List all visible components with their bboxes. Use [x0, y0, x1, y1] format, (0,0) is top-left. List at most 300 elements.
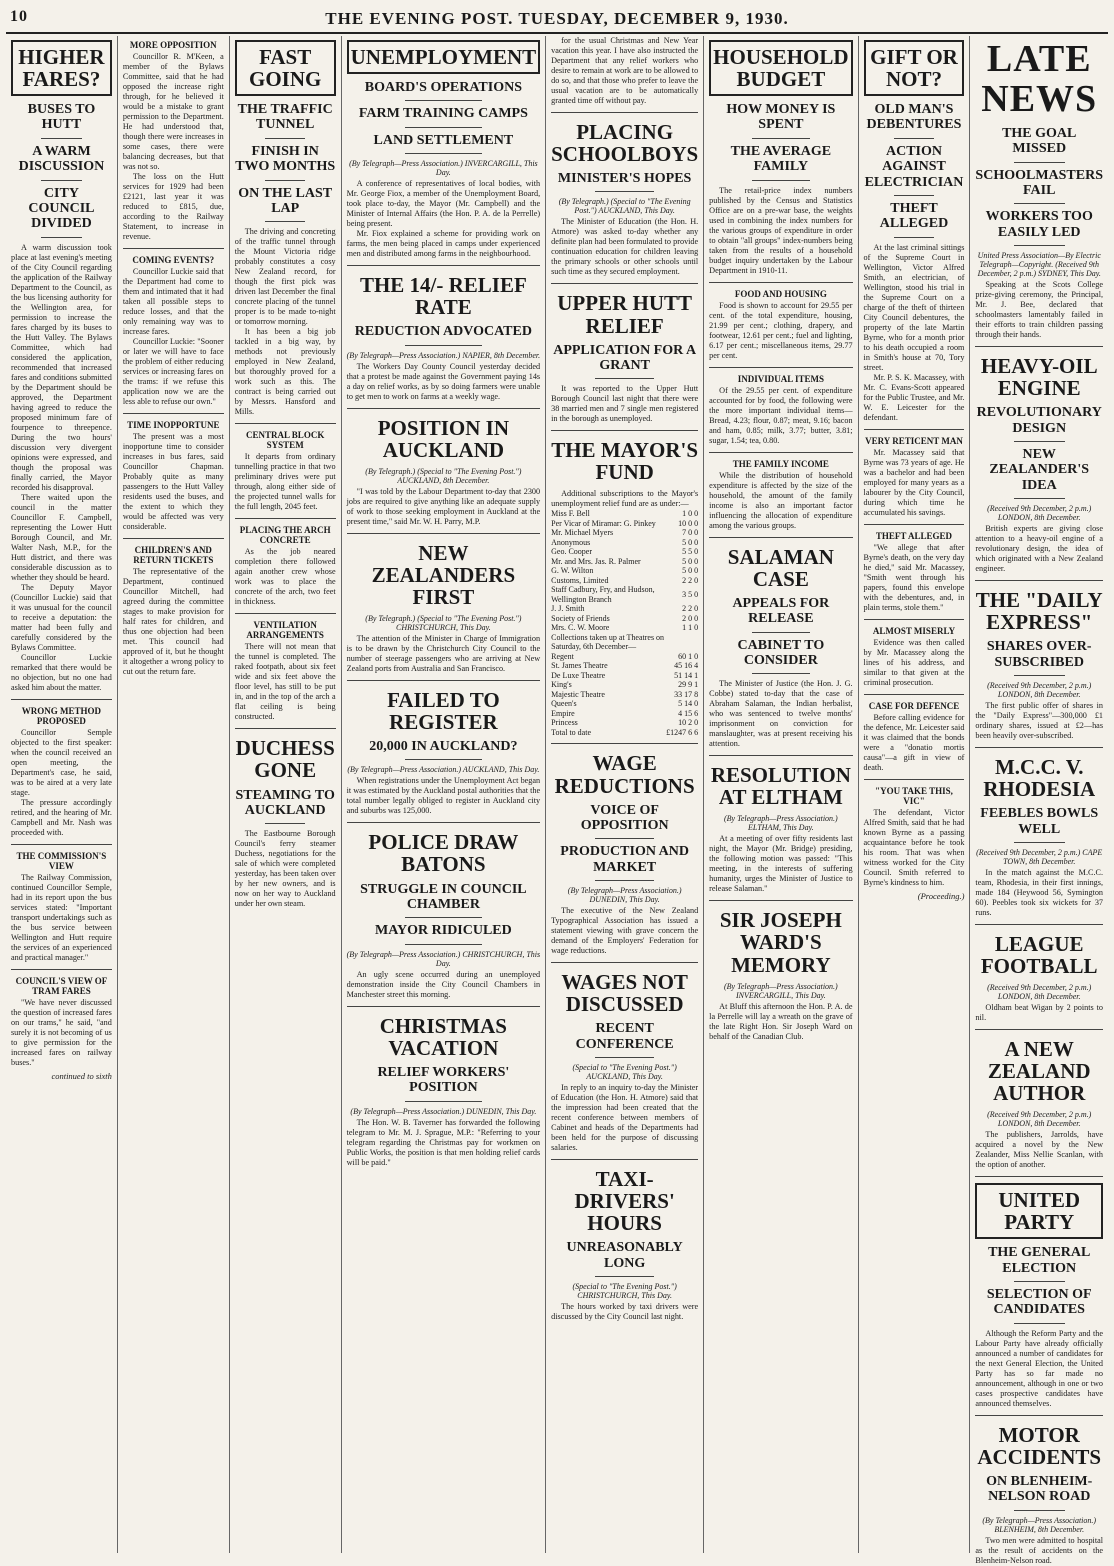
divider-rule: [752, 138, 809, 139]
article: [709, 282, 852, 361]
paragraph: The Minister of Justice (the Hon. J. G. Cobbe) stated to-day that the case of Abraham Salaman, the Indian herbalist, who was sentenced to twelve months' imprisonment on conviction for manslaughter, was at present receiving his attention.: [709, 679, 853, 749]
divider-rule: [405, 1101, 482, 1102]
subheading: RELIEF WORKERS' POSITION: [377, 1064, 510, 1096]
subscription-amount: 5 0 0: [682, 566, 699, 576]
article: [975, 1415, 1103, 1566]
total-label: Total to date: [551, 727, 591, 737]
paragraph: Councillor Luckie said that the Department had come to them and intimated that it had taken all possible steps to reduce losses, and that the only remaining way was to increase fares.: [122, 267, 224, 336]
subheading: SELECTION OF CANDIDATES: [986, 1287, 1092, 1318]
subheading: SHARES OVER-SUBSCRIBED: [986, 639, 1092, 670]
article-body: [123, 52, 224, 242]
article: [551, 1159, 698, 1322]
article-body: [11, 873, 112, 963]
subscriber-name: St. James Theatre: [551, 661, 608, 671]
divider-rule: [752, 632, 809, 633]
subscription-row: [551, 661, 698, 671]
paragraph: The Deputy Mayor (Councillor Luckie) said that it was unusual for the council to receive a deputation: the matter had been fully and carefully considered by the Bylaws Committee.: [11, 582, 112, 652]
headline: WAGES NOT DISCUSSED: [561, 970, 688, 1017]
headline: POLICE DRAW BATONS: [368, 830, 519, 877]
subheading: MORE OPPOSITION: [129, 40, 217, 50]
article-body: [123, 567, 224, 677]
divider-rule: [405, 759, 482, 760]
subscriber-name: Staff Cadbury, Fry, and Hudson, Wellington Branch: [551, 585, 655, 604]
headline: A NEW ZEALAND AUTHOR: [987, 1037, 1091, 1106]
column-5: [546, 36, 704, 1553]
subheading: MINISTER'S HOPES: [557, 171, 692, 187]
divider-rule: [405, 100, 482, 101]
byline: (By Telegraph—Press Association.) BLENHEIM, 8th December.: [982, 1515, 1097, 1534]
subscriber-name: Geo. Cooper: [551, 547, 593, 557]
subheading: ALMOST MISERLY: [872, 625, 956, 636]
subscription-row: [551, 566, 698, 576]
article: [864, 694, 965, 773]
article-body: [551, 384, 698, 424]
article: [709, 452, 852, 531]
column-3: [230, 36, 342, 1553]
headline: PLACING SCHOOLBOYS: [551, 120, 699, 167]
divider-rule: [752, 180, 809, 181]
paragraph: Oldham beat Wigan by 2 points to nil.: [975, 1003, 1104, 1023]
paragraph: The Eastbourne Borough Council's ferry steamer Duchess, negotiations for the sale of which were completed yesterday, has been taken over by her new owners, and is now on her way to Auckland under her own steam.: [234, 829, 336, 909]
subscription-row: [551, 718, 698, 728]
subheading: CABINET TO CONSIDER: [737, 637, 825, 668]
subheading: THEFT ALLEGED: [875, 530, 953, 541]
column-1: [6, 36, 118, 1553]
subheading: VERY RETICENT MAN: [865, 435, 963, 446]
article: [347, 265, 541, 401]
article-body: [347, 179, 541, 259]
paragraph: "We have never discussed the question of increased fares on our trams," he said, "and surely it is not becoming of us to give permission for the increased fares on railway buses.": [11, 997, 112, 1067]
article: [975, 747, 1103, 918]
headline: THE "DAILY EXPRESS": [975, 588, 1103, 635]
subscription-row: [551, 690, 698, 700]
article: [123, 40, 224, 242]
article: [551, 430, 698, 737]
divider-rule: [41, 237, 81, 238]
divider-rule: [1014, 245, 1065, 246]
subscriber-name: Empire: [551, 708, 575, 718]
subheading: NEW ZEALANDER'S IDEA: [989, 447, 1090, 493]
paragraph: The publishers, Jarrolds, have acquired a novel by the New Zealander, Miss Nellie Scanlan, with the option of another.: [975, 1130, 1104, 1170]
subheading: OLD MAN'S DEBENTURES: [866, 102, 962, 133]
continued-note: continued to sixth: [51, 1070, 112, 1081]
divider-rule: [405, 345, 482, 346]
subscription-row: [551, 623, 698, 633]
article: [11, 699, 112, 838]
headline: TAXI-DRIVERS' HOURS: [574, 1166, 675, 1236]
subheading: MAYOR RIDICULED: [374, 923, 512, 939]
subscription-row: [551, 557, 698, 567]
paragraph: The attention of the Minister in Charge of Immigration is to be drawn by the Christchurch City Council to the number of steerage passengers who are arriving at New Zealand ports from Australia and San Francisco.: [346, 633, 541, 673]
divider-rule: [265, 138, 305, 139]
article-body: [11, 728, 112, 838]
article-body: [347, 362, 541, 402]
article: [11, 40, 112, 693]
column-7: [859, 36, 971, 1553]
subscription-row: [551, 709, 698, 719]
article: [11, 969, 112, 1068]
subheading: UNREASONABLY LONG: [566, 1240, 683, 1271]
byline: (Special to "The Evening Post.") CHRISTCHURCH, This Day.: [572, 1281, 677, 1300]
divider-rule: [405, 127, 482, 128]
subheading: CITY COUNCIL DIVIDED: [28, 185, 95, 232]
article: [235, 613, 336, 722]
article-body: [11, 998, 112, 1068]
subscription-amount: 5 0 0: [682, 556, 699, 566]
subheading: 20,000 IN AUCKLAND?: [369, 739, 518, 755]
article: [709, 537, 852, 750]
article-body: [235, 642, 336, 722]
subheading: THE GENERAL ELECTION: [988, 1245, 1091, 1276]
subscription-amount: 7 0 0: [682, 528, 699, 538]
article: [864, 40, 965, 423]
article-body: [235, 829, 336, 909]
divider-rule: [1014, 675, 1065, 676]
byline: (By Telegraph—Press Association.) DUNEDIN, This Day.: [350, 1106, 537, 1116]
paragraph: The Hon. W. B. Taverner has forwarded the following telegram to Mr. M. J. Sprague, M.P.: "Referring to your telegram regarding the Christmas pay for workmen on Public Works, the position is that men holding relief cards will be paid.": [346, 1117, 541, 1167]
subscription-amount: 10 2 0: [678, 718, 699, 728]
paragraph: The Railway Commission, continued Councillor Semple, had in its report upon the bus services stated: "Important transport undertakings such as the bus service between Wellington and Hutt require the services of an experienced and practical manager.": [11, 872, 112, 962]
subscriber-name: Majestic Theatre: [551, 689, 605, 699]
subheading: COMING EVENTS?: [132, 255, 215, 265]
article: [235, 728, 336, 909]
subscriber-name: Mrs. C. W. Moore: [551, 623, 610, 633]
paragraph: The defendant, Victor Alfred Smith, said that he had known Byrne as a passing acquaintance before he took his room. That was when witness worked for the City Council. Smith referred to Byrne's kindness to him.: [863, 807, 965, 887]
subheading: FOOD AND HOUSING: [734, 288, 827, 299]
headline: HIGHER FARES?: [11, 40, 112, 96]
subscription-amount: 2 0 0: [682, 613, 699, 623]
subheading: THE TRAFFIC TUNNEL: [237, 102, 333, 133]
subheading: FEEBLES BOWLS WELL: [980, 806, 1099, 837]
subscription-amount: 45 16 4: [674, 661, 699, 671]
divider-rule: [1014, 1323, 1065, 1324]
article: [123, 538, 224, 677]
subheading: CHILDREN'S AND RETURN TICKETS: [133, 545, 214, 565]
subscriber-name: De Luxe Theatre: [551, 670, 606, 680]
subscriber-name: Mr. and Mrs. Jas. R. Palmer: [551, 556, 641, 566]
subscription-row: [551, 671, 698, 681]
paragraph: Food is shown to account for 29.55 per cent. of the total expenditure, housing, 21.99 per cent.; clothing, drapery, and footwear, 12.61 per cent.; fuel and lighting, 6.17 per cent.; miscellaneous items, 29.77 per cent.: [709, 300, 853, 360]
paragraph: Mr. Macassey said that Byrne was 73 years of age. He was a bachelor and had been employed for many years as a labourer by the City Council, during which time he accumulated his savings.: [863, 447, 965, 517]
article-body: [709, 386, 852, 446]
subheading: THEFT ALLEGED: [879, 201, 949, 232]
subheading: THE AVERAGE FAMILY: [730, 143, 832, 175]
headline: SIR JOSEPH WARD'S MEMORY: [719, 908, 842, 977]
columns-container: [6, 36, 1108, 1565]
subscription-row: [551, 652, 698, 662]
divider-rule: [595, 1276, 654, 1277]
article: [551, 112, 698, 277]
subscription-row: [551, 509, 698, 519]
article-body: [123, 432, 224, 532]
subheading: THE COMMISSION'S VIEW: [16, 850, 107, 871]
article-body: [551, 36, 698, 106]
column-6: [704, 36, 858, 1553]
column-2: [118, 36, 230, 1553]
subscriber-name: Queen's: [551, 699, 577, 709]
subheading: RECENT CONFERENCE: [575, 1021, 674, 1052]
article-body: [347, 487, 541, 527]
headline: HEAVY-OIL ENGINE: [980, 354, 1098, 401]
masthead-title: THE EVENING POST. TUESDAY, DECEMBER 9, 1930.: [325, 9, 789, 28]
paragraph: Additional subscriptions to the Mayor's unemployment relief fund are as under:—: [551, 489, 699, 509]
subscription-amount: 3 5 0: [682, 590, 699, 600]
article: [864, 779, 965, 888]
headline: DUCHESS GONE: [235, 736, 335, 783]
subscription-amount: 51 14 1: [674, 670, 699, 680]
article-body: [551, 1302, 698, 1322]
article-body: [975, 524, 1103, 574]
article: [975, 40, 1103, 340]
subheading: THE GOAL MISSED: [1002, 125, 1077, 157]
paragraph: for the usual Christmas and New Year vacation this year. I have also instructed the Department that any relief workers who desire to remain at work are to be allowed to do so, and that those who prefer to leave the usual vacation are to be automatically granted time off without pay.: [551, 36, 699, 105]
subheading: CASE FOR DEFENCE: [868, 700, 960, 711]
article: [235, 518, 336, 607]
subscriber-name: King's: [551, 680, 572, 690]
subscriber-name: Miss F. Bell: [551, 509, 590, 519]
article-body: [709, 471, 852, 531]
byline: (By Telegraph—Press Association.) DUNEDIN, This Day.: [567, 886, 682, 905]
article-body: [975, 1130, 1103, 1170]
article-body: [709, 679, 852, 749]
article-body: [709, 186, 852, 276]
subheading: ON THE LAST LAP: [238, 185, 333, 217]
subscription-row: [551, 699, 698, 709]
headline: CHRISTMAS VACATION: [379, 1013, 507, 1060]
paragraph: As the job neared completion there followed again another crew whose work was to place the concrete of the arch, two feet in thickness.: [234, 547, 336, 607]
article: [11, 844, 112, 963]
paragraph: It departs from ordinary tunnelling practice in that two preliminary drives were put through, along either side of the projected tunnel walls for the full length, 2045 feet.: [234, 452, 336, 512]
article-body: [347, 970, 541, 1000]
paragraph: Councillor Semple objected to the first speaker: when the council received an open meeting, the Department's case, he said, was to be aired at a very late stage.: [11, 727, 112, 797]
byline: United Press Association—By Electric Telegraph—Copyright. (Received 9th December, 2 p.m.) SYDNEY, This Day.: [977, 251, 1101, 279]
divider-rule: [405, 944, 482, 945]
article: [347, 680, 541, 816]
subheading: ACTION AGAINST ELECTRICIAN: [864, 143, 964, 190]
byline: (By Telegraph—Press Association.) CHRISTCHURCH, This Day.: [346, 949, 541, 968]
headline: SALAMAN CASE: [727, 544, 834, 591]
article-body: [864, 243, 965, 423]
subscriber-name: Princess: [551, 718, 578, 728]
divider-rule: [265, 180, 305, 181]
subscription-amount: 5 5 0: [682, 547, 699, 557]
byline: (By Telegraph—Press Association.) INVERCARGILL, This Day.: [349, 159, 538, 178]
article-body: [975, 1536, 1103, 1566]
article: [551, 962, 698, 1153]
paragraph: The representative of the Department, continued Councillor Mitchell, had agreed during the committee stages to make provision for half rates for children, and thus one objection had been met. This council had approved of it, but he thought it altogether a wrong policy to cut out the return fare.: [122, 567, 224, 676]
paragraph: Although the Reform Party and the Labour Party have already officially announced a number of candidates for the next General Election, the United Party has so far made no announcement, although in one or two cases prospective candidates have announced themselves.: [975, 1328, 1104, 1408]
subheading: STRUGGLE IN COUNCIL CHAMBER: [360, 881, 527, 912]
article: [975, 1029, 1103, 1170]
subheading: VENTILATION ARRANGEMENTS: [246, 620, 324, 641]
byline: (Received 9th December, 2 p.m.) LONDON, 8th December.: [987, 1110, 1092, 1129]
subscriber-name: Collections taken up at Theatres on Saturday, 6th December—: [551, 632, 665, 652]
subscription-row: [551, 538, 698, 548]
paragraph: Two men were admitted to hospital as the result of accidents on the Blenheim-Nelson road.: [975, 1535, 1104, 1565]
article: [347, 533, 541, 674]
subscription-amount: 5 14 0: [678, 699, 699, 709]
paragraph: The pressure accordingly retired, and the hearing of Mr. Campbell and Mr. Nash was proceeded with.: [11, 797, 112, 837]
paragraph: Councillor R. M'Keen, a member of the Bylaws Committee, said that he had opposed the increase right through, for he believed it would be a mistake to grant permission to the Department. He had understood that, though there were increases in some cases, there were balancing decreases, but that was not so.: [122, 52, 224, 171]
divider-rule: [752, 673, 809, 674]
subscription-row: [551, 528, 698, 538]
divider-rule: [1014, 498, 1065, 499]
total-amount: £1247 6 6: [666, 727, 699, 737]
article: [864, 524, 965, 613]
article: [864, 429, 965, 518]
article: [235, 40, 336, 417]
subheading: STEAMING TO AUCKLAND: [235, 787, 335, 818]
article-body: [235, 452, 336, 512]
paragraph: "I was told by the Labour Department to-day that 2300 jobs are required to give anything like an adequate supply of work to those seeking employment in Auckland at the present time," said Mr. W. H. Parry, M.P.: [346, 486, 541, 526]
subheading: HOW MONEY IS SPENT: [726, 102, 836, 133]
subheading: "YOU TAKE THIS, VIC": [875, 785, 953, 806]
paragraph: At Bluff this afternoon the Hon. P. A. de la Perrelle will lay a wreath on the grave of the late Right Hon. Sir Joseph Ward on behalf of the Canadian Club.: [709, 1001, 853, 1041]
divider-rule: [894, 138, 934, 139]
article-body: [709, 834, 852, 894]
subscription-amount: 29 9 1: [678, 680, 699, 690]
article: [347, 40, 541, 259]
article-body: [975, 701, 1103, 741]
divider-rule: [894, 195, 934, 196]
subheading: ON BLENHEIM-NELSON ROAD: [986, 1473, 1093, 1505]
subscription-amount: [666, 633, 698, 652]
paragraph: In reply to an inquiry to-day the Minister of Education (the Hon. H. Atmore) said that the impression had been created that the recent conference between members of Cabinet and heads of the Departments had been held for the purpose of discussing salaries.: [551, 1082, 699, 1152]
paragraph: It was reported to the Upper Hutt Borough Council last night that there were 38 married men and 7 single men registered in the borough as unemployed.: [551, 384, 699, 424]
subscriber-name: G. W. Wilton: [551, 566, 594, 576]
divider-rule: [265, 221, 305, 222]
subscription-row: [551, 614, 698, 624]
subscription-total-row: [551, 728, 698, 738]
paragraph: Councillor Luckie remarked that there would be no objection, but no one had asked him about the matter.: [11, 652, 112, 692]
divider-rule: [265, 823, 305, 824]
article: [347, 408, 541, 527]
headline: FAILED TO REGISTER: [387, 687, 500, 734]
paragraph: Mr. Fiox explained a scheme for providing work on farms, the men being placed in camps under experienced men and distributed among farms in the neighbourhood.: [346, 229, 541, 259]
article-body: [975, 868, 1103, 918]
subheading: FARM TRAINING CAMPS: [358, 106, 528, 122]
article: [864, 619, 965, 688]
article-body: [347, 1118, 541, 1168]
divider-rule: [595, 1057, 654, 1058]
subscription-row: [551, 604, 698, 614]
article: [235, 423, 336, 512]
paragraph: The Minister of Education (the Hon. H. Atmore) was asked to-day whether any definite plan had been formulated to provide continuation education for children leaving the primary schools or other schools until such time as they secured employment.: [551, 217, 699, 277]
subheading: FINISH IN TWO MONTHS: [235, 143, 336, 175]
subscription-amount: 4 15 6: [678, 708, 699, 718]
byline: (By Telegraph—Press Association.) AUCKLAND, This Day.: [347, 765, 540, 775]
subscription-amount: 10 0 0: [678, 518, 699, 528]
subscription-amount: 1 0 0: [682, 509, 699, 519]
headline: LATE NEWS: [981, 38, 1098, 120]
headline: LEAGUE FOOTBALL: [980, 931, 1098, 978]
paragraph: The first public offer of shares in the "Daily Express"—300,000 £1 ordinary shares, issued at £2—has been heavily over-subscribed.: [975, 701, 1104, 741]
divider-rule: [41, 138, 81, 139]
paragraph: The executive of the New Zealand Typographical Association has issued a statement viewing with grave concern the demand of the Employers' Federation for wage reductions.: [551, 906, 699, 956]
paragraph: While the distribution of household expenditure is affected by the size of the household, the amount of the family income is also an important factor influencing the allocation of expenditure among the various groups.: [709, 470, 853, 530]
subheading: VOICE OF OPPOSITION: [580, 802, 669, 833]
article-body: [123, 267, 224, 407]
article: [123, 248, 224, 407]
paragraph: The hours worked by taxi drivers were discussed by the City Council last night.: [551, 1301, 699, 1321]
article: [709, 367, 852, 446]
divider-rule: [595, 838, 654, 839]
article-body: [709, 1002, 852, 1042]
subscriber-name: Anonymous: [551, 537, 591, 547]
paragraph: A warm discussion took place at last evening's meeting of the City Council regarding the application of the Railway Department to the Council, as the bus licensing authority for the Wellington area, for permission to increase the fares charged by its buses to the Hutt Valley. The Bylaws Committee, which had considered the application, recommended that increased fares and conditions submitted by the Department should be approved, the Department having agreed to reduce the proposed minimum fare of fourpence to threepence. During the two hours' discussion very divergent opinions were expressed, and though the proposal was finally carried, the Mayor recorded his disapproval.: [11, 242, 112, 492]
article-body: [975, 1329, 1103, 1409]
divider-rule: [1014, 1281, 1065, 1282]
divider-rule: [1014, 842, 1065, 843]
byline: (By Telegraph—Press Association.) INVERCARGILL, This Day.: [724, 981, 838, 1000]
article: [709, 900, 852, 1041]
subheading: THE FAMILY INCOME: [732, 458, 829, 469]
article-body: [975, 1003, 1103, 1023]
paragraph: The Workers Day County Council yesterday decided that a protest be made against the Government paying 14s a day on relief works, as by so doing farmers were unable to get men to work on farms at a weekly wage.: [346, 361, 541, 401]
subheading: REVOLUTIONARY DESIGN: [976, 405, 1102, 436]
article-body: [864, 808, 965, 888]
article-body: [551, 906, 698, 956]
subheading: PLACING THE ARCH CONCRETE: [239, 525, 331, 546]
article-body: [551, 1083, 698, 1153]
page-number: 10: [10, 8, 28, 25]
divider-rule: [1014, 162, 1065, 163]
subheading: APPLICATION FOR A GRANT: [553, 342, 697, 373]
article: [975, 346, 1103, 574]
article: [551, 283, 698, 424]
headline: MOTOR ACCIDENTS: [977, 1422, 1102, 1469]
subscription-row: [551, 519, 698, 529]
paragraph: At a meeting of over fifty residents last night, the Mayor (Mr. Bridge) presiding, the following motion was passed: "This meeting, in the interests of suffering humanity, urges the Minister of Justice to release Salaman.": [709, 834, 853, 894]
subscriber-name: Society of Friends: [551, 613, 610, 623]
headline: NEW ZEALANDERS FIRST: [371, 540, 516, 609]
headline: WAGE REDUCTIONS: [554, 751, 695, 798]
subheading: CENTRAL BLOCK SYSTEM: [246, 430, 325, 451]
paragraph: There will not mean that the tunnel is completed. The raked footpath, about six feet wide and six feet above the floor level, has still to be put in, and in the top of the arch a flat ceiling is being constructed.: [234, 642, 336, 722]
subheading: WRONG METHOD PROPOSED: [21, 705, 102, 726]
article-body: [864, 543, 965, 613]
paragraph: Before calling evidence for the defence, Mr. Leicester said it was claimed that the bonds were a "donatio mortis causa"—a gift in view of death.: [863, 712, 965, 772]
byline: (Received 9th December, 2 p.m.) LONDON, 8th December.: [987, 504, 1092, 523]
headline: HOUSEHOLD BUDGET: [709, 40, 852, 96]
paragraph: When registrations under the Unemployment Act began it was estimated by the Auckland postal authorities that the total number legally obliged to register in Auckland city and suburbs was 125,000.: [346, 776, 541, 816]
paragraph: The driving and concreting of the traffic tunnel through the Mount Victoria ridge probably constitutes a cosy New Zealand record, for though the first pick was driven last December the final concrete placing of the tunnel proper is to be made to-night or tomorrow morning.: [234, 227, 336, 327]
subscription-row: [551, 680, 698, 690]
subheading: APPEALS FOR RELEASE: [732, 595, 830, 627]
subscription-amount: 1 1 0: [682, 623, 699, 633]
byline: (Received 9th December, 2 p.m.) LONDON, 8th December.: [987, 983, 1092, 1002]
column-8: [970, 36, 1108, 1565]
byline: (By Telegraph.) (Special to "The Evening Post.") AUCKLAND, 8th December.: [365, 466, 522, 485]
headline: RESOLUTION AT ELTHAM: [710, 763, 851, 810]
subheading: BOARD'S OPERATIONS: [364, 80, 523, 96]
divider-rule: [1014, 441, 1065, 442]
subheading: INDIVIDUAL ITEMS: [737, 373, 824, 384]
subscription-amount: 5 0 0: [682, 537, 699, 547]
subscription-amount: 2 2 0: [682, 575, 699, 585]
article-body: [551, 217, 698, 277]
byline: (By Telegraph—Press Association.) ELTHAM, This Day.: [724, 814, 838, 833]
paragraph: The present was a most inopportune time to consider increases in bus fares, said Councillor Chapman. Probably quite as many passengers to the Hutt Valley residents used the buses, and the extent to which they would be affected was very considerable.: [122, 432, 224, 531]
headline: UNITED PARTY: [975, 1183, 1103, 1239]
paragraph: It has been a big job tackled in a big way, by methods not previously employed in New Zealand, but thoroughly proved for a work such as this. The contract is being carried out by Messrs. Hansford and Mills.: [234, 327, 336, 417]
article: [551, 36, 698, 106]
subscription-amount: 33 17 8: [674, 689, 699, 699]
article: [347, 822, 541, 999]
headline: THE MAYOR'S FUND: [551, 438, 699, 485]
article: [975, 1176, 1103, 1409]
article: [347, 1006, 541, 1168]
